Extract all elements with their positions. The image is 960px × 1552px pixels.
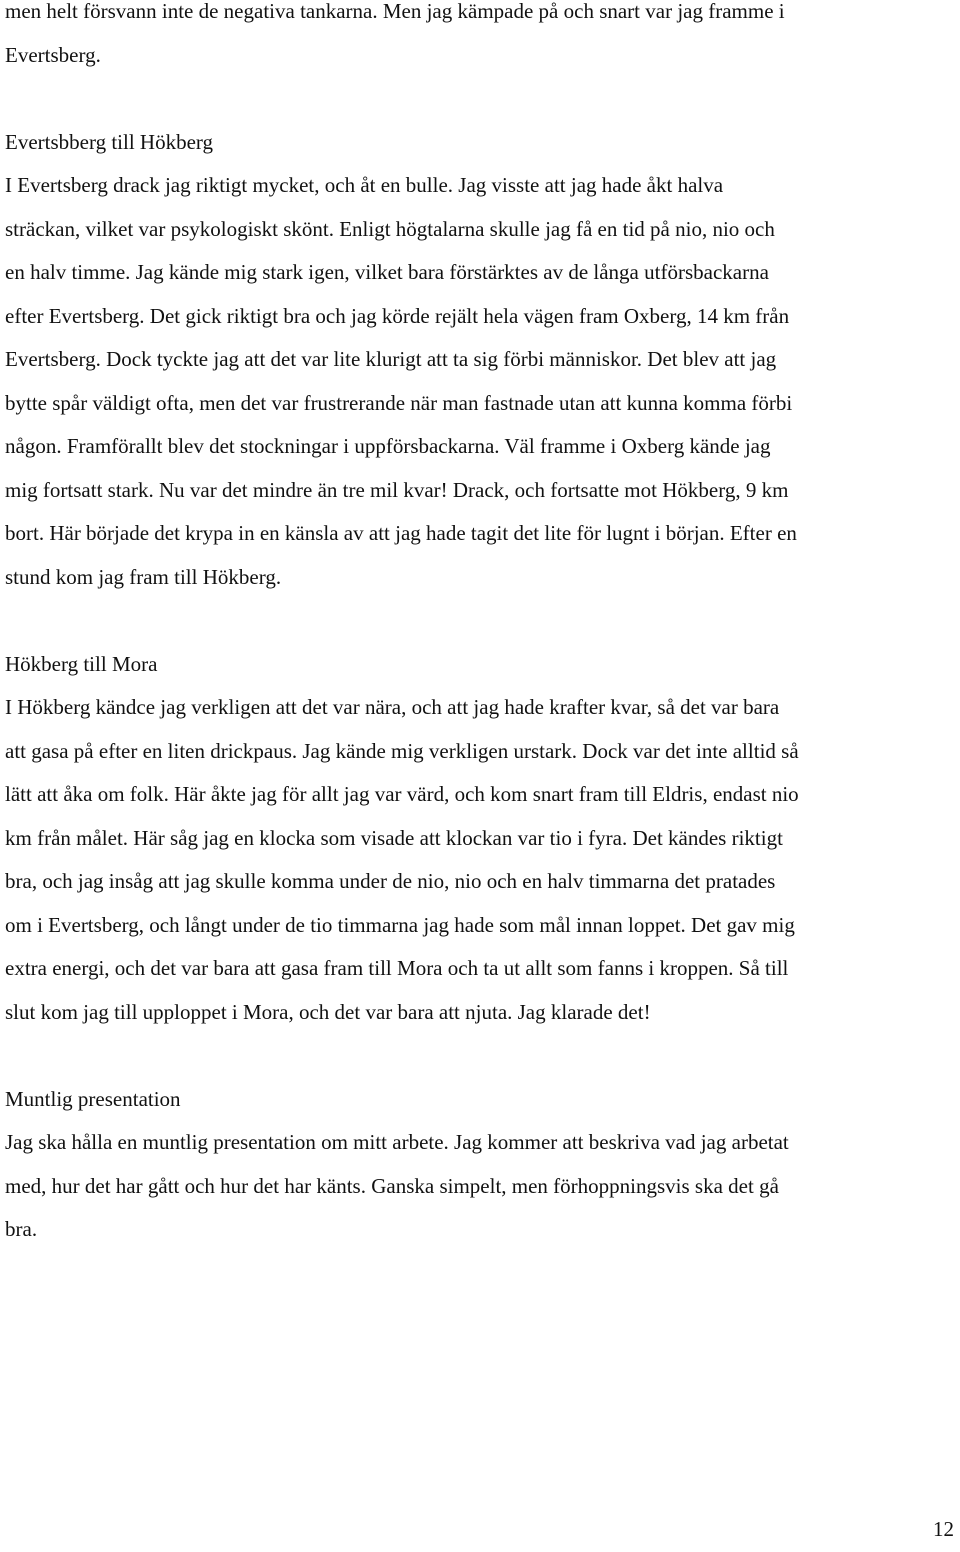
- text-line: I Evertsberg drack jag riktigt mycket, och åt en bulle. Jag visste att jag hade åkt halva: [5, 173, 724, 197]
- text-line: slut kom jag till upploppet i Mora, och det var bara att njuta. Jag klarade det!: [5, 999, 651, 1024]
- text-line: bort. Här började det krypa in en känsla av att jag hade tagit det lite för lugnt i början. Efter en: [5, 521, 797, 545]
- text-line: någon. Framförallt blev det stockningar i uppförsbackarna. Väl framme i Oxberg kände jag: [5, 434, 771, 458]
- text-line: sträckan, vilket var psykologiskt skönt. Enligt högtalarna skulle jag få en tid på nio, nio och: [5, 216, 775, 241]
- text-line: I Hökberg kändce jag verkligen att det var nära, och att jag hade krafter kvar, så det var bara: [5, 695, 780, 719]
- text-line: extra energi, och det var bara att gasa fram till Mora och ta ut allt som fanns i kroppen. Så till: [5, 956, 789, 980]
- text-line: bra.: [5, 1217, 38, 1241]
- text-line: om i Evertsberg, och långt under de tio timmarna jag hade som mål innan loppet. Det gav mig: [5, 912, 795, 937]
- text-line: med, hur det har gått och hur det har känts. Ganska simpelt, men förhoppningsvis ska det gå: [5, 1173, 779, 1198]
- blank-line: [5, 1034, 799, 1078]
- section-heading-muntlig-presentation: Muntlig presentation: [5, 1086, 181, 1111]
- blank-line: [5, 599, 799, 643]
- text-line: bytte spår väldigt ofta, men det var frustrerande när man fastnade utan att kunna komma förbi: [5, 390, 793, 415]
- text-line: bra, och jag insåg att jag skulle komma under de nio, nio och en halv timmarna det pratades: [5, 869, 776, 893]
- blank-line: [5, 77, 799, 121]
- section-heading-evertsberg-hokberg: Evertsbberg till Hökberg: [5, 129, 214, 154]
- text-line: mig fortsatt stark. Nu var det mindre än tre mil kvar! Drack, och fortsatte mot Hökberg, 9 km: [5, 477, 789, 502]
- text-line: Jag ska hålla en muntlig presentation om mitt arbete. Jag kommer att beskriva vad jag arbetat: [5, 1130, 789, 1154]
- text-line: Evertsberg.: [5, 42, 101, 67]
- page-number: 12: [933, 1517, 954, 1541]
- section-heading-hokberg-mora: Hökberg till Mora: [5, 651, 158, 676]
- text-line: Evertsberg. Dock tyckte jag att det var lite klurigt att ta sig förbi människor. Det blev att jag: [5, 347, 777, 371]
- text-line: lätt att åka om folk. Här åkte jag för allt jag var värd, och kom snart fram till Eldris, endast nio: [5, 782, 799, 806]
- text-line: en halv timme. Jag kände mig stark igen, vilket bara förstärktes av de långa utförsbackarna: [5, 260, 769, 284]
- text-line: efter Evertsberg. Det gick riktigt bra och jag körde rejält hela vägen fram Oxberg, 14 km från: [5, 303, 790, 328]
- text-line: km från målet. Här såg jag en klocka som visade att klockan var tio i fyra. Det kändes riktigt: [5, 825, 783, 850]
- document-body: [5, 0, 799, 1252]
- text-line: att gasa på efter en liten drickpaus. Jag kände mig verkligen urstark. Dock var det inte alltid så: [5, 738, 799, 763]
- text-line: men helt försvann inte de negativa tankarna. Men jag kämpade på och snart var jag framme i: [5, 0, 785, 23]
- text-line: stund kom jag fram till Hökberg.: [5, 564, 282, 589]
